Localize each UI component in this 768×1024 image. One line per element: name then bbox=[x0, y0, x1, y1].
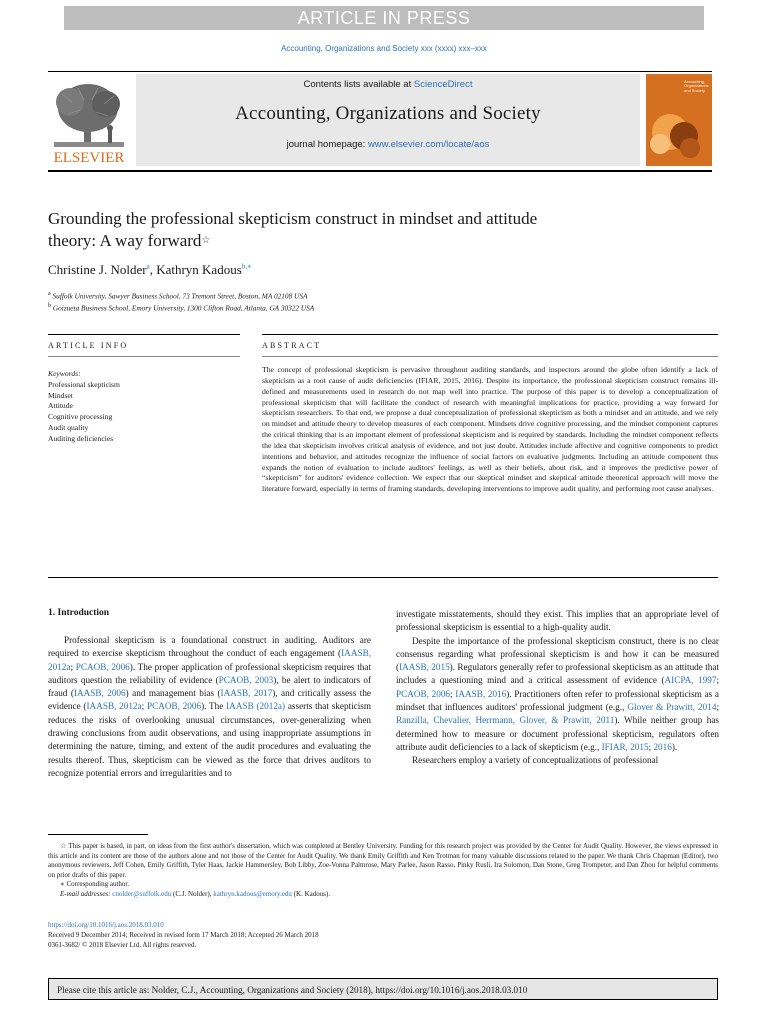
body-text: Despite the importance of the professional skepticism construct, there is no clear consensus regarding what professional skepticism is and how it can be measured ( bbox=[396, 635, 719, 673]
body-text: Researchers employ a variety of conceptualizations of professional bbox=[412, 755, 659, 766]
body-text: ), and critically assess the evidence ( bbox=[48, 688, 372, 712]
body-text: investigate misstatements, should they exist. This implies that an appropriate level of professional skepticism is essential to a high-quality audit. bbox=[396, 609, 719, 633]
citation-link[interactable]: PCAOB, 2006 bbox=[146, 701, 202, 712]
body-text: ; bbox=[450, 688, 456, 699]
funding-text: This paper is based, in part, on ideas from the first author's dissertation, which was completed at Bentley University. Funding for this research project was provided by the Center for Audit Quality. However, the views expressed in this article and its content are those of the authors alone and not those of the Center for Audit Quality. We thank Emily Griffith and Ken Trotman for many valuable discussions related to the paper. We thank Chris Chapman (Editor), two anonymous reviewers, Jeff Cohen, Emily Griffith, Tyler Haas, Jackie Hammersley, Bob Libby, Zoe-Vonna Palmrose, Mary Parlee, Jason Rasso, Pinky Rusli, Ira Solomon, Dan Stone, Greg Trompeter, and Dan Zhou for helpful comments on prior drafts of this paper. bbox=[48, 842, 718, 879]
intro-right-column bbox=[396, 608, 719, 768]
homepage-prefix: journal homepage: bbox=[286, 139, 368, 150]
affil-a-text: Suffolk University, Sawyer Business School, 73 Tremont Street, Boston, MA 02108 USA bbox=[52, 291, 308, 301]
author-2-affil-link[interactable]: b,∗ bbox=[241, 262, 252, 271]
citation-link[interactable]: IFIAR, 2015 bbox=[601, 741, 649, 752]
journal-header-box bbox=[136, 74, 640, 166]
body-text: Professional skepticism is a foundational construct in auditing. Auditors are required to exercise skepticism throughout the conduct of each engagement ( bbox=[48, 635, 371, 659]
intro-left-column bbox=[48, 634, 371, 780]
journal-cover bbox=[646, 74, 712, 166]
body-text: ). The bbox=[201, 701, 227, 712]
authors bbox=[48, 262, 252, 278]
keyword: Cognitive processing bbox=[48, 412, 113, 422]
doi-link[interactable]: https://doi.org/10.1016/j.aos.2018.03.010 bbox=[48, 921, 164, 929]
elsevier-tree-icon bbox=[48, 74, 130, 166]
title-line-2-text: theory: A way forward bbox=[48, 231, 202, 250]
keywords-label: Keywords: bbox=[48, 369, 81, 378]
body-text: ), be alert to indicators of fraud ( bbox=[48, 674, 371, 699]
corresponding-mark: ∗ bbox=[60, 880, 65, 889]
intro-paragraph bbox=[396, 635, 719, 755]
copyright-line: 0361-3682/ © 2018 Elsevier Ltd. All rights reserved. bbox=[48, 941, 197, 950]
contents-prefix: Contents lists available at bbox=[303, 79, 414, 90]
intro-paragraph bbox=[396, 754, 719, 767]
elsevier-wordmark: ELSEVIER bbox=[53, 150, 125, 166]
body-text: ; bbox=[716, 702, 719, 713]
received-dates: Received 9 December 2014; Received in revised form 17 March 2018; Accepted 26 March 2018 bbox=[48, 931, 319, 940]
affiliation-b bbox=[48, 301, 314, 313]
citation-link[interactable]: IAASB, 2015 bbox=[399, 662, 450, 673]
article-title bbox=[48, 208, 688, 252]
keyword: Audit quality bbox=[48, 422, 89, 432]
author-separator: , bbox=[149, 262, 157, 277]
body-text: ). bbox=[671, 741, 678, 752]
footnote-star-icon: ☆ bbox=[60, 842, 67, 850]
abstract-rule bbox=[262, 334, 718, 335]
abstract-heading: ABSTRACT bbox=[262, 341, 322, 350]
footnotes bbox=[48, 842, 718, 900]
affil-b-text: Goizueta Business School, Emory University, 1300 Clifton Road, Atlanta, GA 30322 USA bbox=[52, 303, 315, 313]
sciencedirect-link[interactable]: ScienceDirect bbox=[413, 79, 473, 90]
citation-link[interactable]: IAASB, 2017 bbox=[220, 688, 273, 699]
body-text: ). While neither group has determined how to measure or document professional skepticism, regulators often attribute audit deficiencies to a lack of skepticism (e.g., bbox=[396, 715, 719, 752]
title-footnote-star-icon[interactable]: ☆ bbox=[201, 235, 211, 246]
citation-link[interactable]: IAASB, 2012a bbox=[48, 648, 371, 672]
affiliations bbox=[48, 289, 314, 314]
body-text: ; bbox=[648, 741, 654, 752]
author-2: Kathryn Kadous bbox=[156, 262, 242, 277]
keyword: Auditing deficiencies bbox=[48, 433, 114, 443]
abstract-subrule bbox=[262, 356, 718, 357]
title-line-1: Grounding the professional skepticism construct in mindset and attitude bbox=[48, 209, 538, 228]
corresponding-footnote bbox=[48, 880, 718, 890]
citation-link[interactable]: Ranzilla, Chevalier, Herrmann, Glover, & Prawitt, 2011 bbox=[396, 715, 615, 726]
citation-link[interactable]: PCAOB, 2006 bbox=[396, 688, 451, 699]
keyword: Mindset bbox=[48, 390, 73, 400]
email-link-nolder[interactable]: cnolder@suffolk.edu bbox=[112, 889, 172, 898]
publication-info bbox=[48, 920, 319, 951]
footnote-rule bbox=[48, 834, 148, 835]
affiliation-a bbox=[48, 289, 314, 301]
journal-citation-link[interactable]: Accounting, Organizations and Society xxx (xxxx) xxx–xxx bbox=[281, 44, 487, 53]
citation-link[interactable]: PCAOB, 2003 bbox=[218, 674, 274, 685]
elsevier-logo bbox=[48, 74, 130, 166]
email-link-kadous[interactable]: kathryn.kadous@emory.edu bbox=[213, 889, 292, 898]
body-text: ; bbox=[716, 675, 719, 686]
header-rule-top bbox=[48, 71, 712, 72]
intro-paragraph bbox=[396, 608, 719, 635]
affil-b-mark: b bbox=[48, 303, 52, 310]
body-text: asserts that skepticism reduces the risks of overlooking unusual circumstances, over-generalizing when drawing conclusions from audit observations, and using inappropriate assumptions in determining the nature, timing, and extent of the audit procedures and evaluating the results thereof. Thus, skepticism can be viewed as the force that drives auditors to recognize potential errors and irregularities and to bbox=[48, 701, 371, 778]
journal-title: Accounting, Organizations and Society bbox=[235, 103, 541, 124]
contents-line bbox=[136, 79, 640, 90]
body-text: ). Regulators generally refer to professional skepticism as an attitude that includes a questioning mind and a critical assessment of evidence ( bbox=[396, 662, 719, 686]
citation-link[interactable]: Glover & Prawitt, 2014 bbox=[627, 702, 717, 713]
body-text: ). The proper application of professional skepticism requires that auditors question the reliability of evidence ( bbox=[48, 661, 371, 685]
body-text: ). Practitioners often refer to professional skepticism as a mindset that influences auditors' professional judgment (e.g., bbox=[396, 688, 719, 713]
author-1-affil-link[interactable]: a bbox=[146, 262, 150, 271]
keywords-block bbox=[48, 369, 120, 445]
keyword: Attitude bbox=[48, 401, 73, 411]
citation-link[interactable]: AICPA, 1997 bbox=[664, 675, 717, 686]
body-text: ) and management bias ( bbox=[125, 688, 221, 699]
body-text: ; bbox=[141, 701, 147, 712]
corresponding-text: Corresponding author. bbox=[66, 880, 130, 889]
article-info-heading: ARTICLE INFO bbox=[48, 341, 129, 350]
intro-paragraph bbox=[48, 634, 371, 780]
citation-link[interactable]: IAASB (2012a) bbox=[226, 701, 286, 712]
citation-link[interactable]: PCAOB, 2006 bbox=[75, 661, 130, 672]
email-owner-nolder: (C.J. Nolder), bbox=[171, 889, 214, 898]
cover-title: Accounting, Organizations and Society bbox=[684, 79, 709, 93]
title-line-2 bbox=[48, 230, 688, 252]
article-info-subrule bbox=[48, 356, 240, 357]
abstract-text: The concept of professional skepticism is pervasive throughout auditing standards, and inspectors around the globe often identify a lack of skepticism as a root cause of audit deficiencies (IFIAR, 2015, 2016). Despite its importance, the professional skepticism construct remains ill-defined and measurements used in research do not map well into practice. The purpose of this paper is to develop a conceptualization of professional skepticism that will facilitate the conduct of research with meaningful implications for practice, providing a way forward for skepticism researchers. To that end, we propose a dual conceptualization of professional skepticism as both a mindset and an attitude, and we rely on mindset and attitude theory to develop measures of each component. Mindsets drive cognitive processing, and the mindset component captures the critical thinking that is an important element of professional skepticism and is required by standards. Including the mindset component reflects the idea that skepticism involves critical analysis of evidence, and not just doubt. Attitudes include affective and cognitive components to predict intentions and behavior, and attitudes recognize the influence of social factors on evaluative judgments. Including an attitude component thus expands the notion of evaluation to include auditors' feelings, as well as their beliefs, about risk, and it improves the predictive power of “skepticism” for auditors' evidence collection. We expect that our skeptical mindset and skeptical attitude theoretical approach will move the literature forward, especially in terms of framing standards, developing interventions to improve audit quality, and performing root cause analyses. bbox=[262, 365, 718, 494]
introduction-heading: 1. Introduction bbox=[48, 608, 110, 618]
journal-homepage-link[interactable]: www.elsevier.com/locate/aos bbox=[367, 139, 490, 150]
citation-link[interactable]: IAASB, 2006 bbox=[73, 688, 126, 699]
email-owner-kadous: (K. Kadous). bbox=[291, 889, 331, 898]
article-in-press-banner: ARTICLE IN PRESS bbox=[64, 6, 704, 30]
citation-link[interactable]: 2016 bbox=[653, 741, 672, 752]
cite-this-article-box: Please cite this article as: Nolder, C.J., Accounting, Organizations and Society (2018), https://doi.org/10.1016/j.aos.2018.03.010 bbox=[48, 978, 718, 1000]
citation-link[interactable]: IAASB, 2016 bbox=[455, 688, 507, 699]
citation-link[interactable]: IAASB, 2012a bbox=[86, 701, 142, 712]
email-label: E-mail addresses: bbox=[60, 889, 111, 898]
header-rule-bottom bbox=[48, 170, 712, 172]
homepage-line bbox=[136, 139, 640, 150]
abstract-bottom-rule bbox=[48, 577, 718, 578]
funding-footnote bbox=[48, 842, 718, 880]
author-1: Christine J. Nolder bbox=[48, 262, 147, 277]
keyword: Professional skepticism bbox=[48, 379, 120, 389]
body-text: ; bbox=[70, 661, 76, 672]
affil-a-mark: a bbox=[48, 291, 51, 297]
email-footnote bbox=[48, 890, 718, 900]
article-info-rule bbox=[48, 334, 240, 335]
